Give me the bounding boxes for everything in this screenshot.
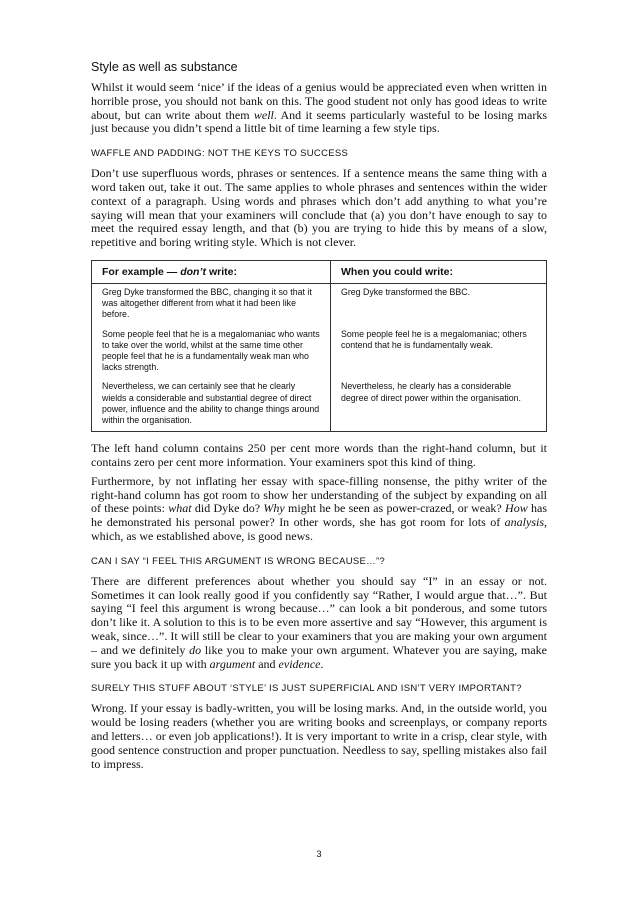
paragraph-furthermore: Furthermore, by not inflating her essay with space-filling nonsense, the pithy writer of the right-hand column has got room to show her understanding of the subject by expanding on all of these points: what did Dyke do? Why might he be seen as power-crazed, or weak? How has he demonstrated his personal power? In other words, she has got room for lots of analysis, which, as we established above, is good news. <box>91 473 548 543</box>
paragraph-intro: Whilst it would seem ‘nice’ if the ideas of a genius would be appreciated even when written in horrible prose, you should not bank on this. The good student not only has good ideas to write about, but can write about them well. And it seems particularly wasteful to be losing marks just because you didn’t spend a little bit of time learning a few style tips. <box>91 80 547 136</box>
table-cell-bad: Nevertheless, we can certainly see that he clearly wields a considerable and substantial degree of direct power, influence and the ability to change things around within the organisation. <box>92 378 331 431</box>
table-cell-good: Nevertheless, he clearly has a considerable degree of direct power within the organisation. <box>341 381 521 403</box>
paragraph-comparison: The left hand column contains 250 per cent more words than the right-hand column, but it contains zero per cent more information. Your examiners spot this kind of thing. <box>91 441 547 469</box>
example-table <box>91 260 547 432</box>
table-row <box>92 283 547 325</box>
subheading-style: SURELY THIS STUFF ABOUT ‘STYLE’ IS JUST SUPERFICIAL AND ISN’T VERY IMPORTANT? <box>91 683 522 695</box>
document-page <box>91 60 547 776</box>
table-cell-good: Greg Dyke transformed the BBC. <box>341 286 471 297</box>
table-row <box>92 326 547 379</box>
section-title: Style as well as substance <box>91 60 238 74</box>
table-header-row <box>92 260 547 283</box>
paragraph-waffle: Don’t use superfluous words, phrases or sentences. If a sentence means the same thing with a word taken out, take it out. The same applies to whole phrases and sentences within the wider context of a paragraph. Using words and phrases which don’t add anything to what you’re saying will mean that your examiners will conclude that (a) you don’t have enough to say to meet the required essay length, and that (b) you are trying to hide this by means of a slow, repetitive and boring writing style. Which is not clever. <box>91 166 547 250</box>
table-cell-bad: Some people feel that he is a megalomaniac who wants to take over the world, whilst at the same time other people feel that he is a fundamentally weak man who lacks strength. <box>92 326 331 379</box>
subheading-i-feel: CAN I SAY “I FEEL THIS ARGUMENT IS WRONG BECAUSE…”? <box>91 555 386 567</box>
header-could-write: When you could write: <box>331 260 547 283</box>
page-number: 3 <box>316 849 322 859</box>
table-row <box>92 378 547 431</box>
header-dont-write: For example — don’t write: <box>92 260 331 283</box>
paragraph-style: Wrong. If your essay is badly-written, you will be losing marks. And, in the outside world, you would be losing readers (whether you are writing books and screenplays, or company reports and letters… or even job applications!). It is very important to write in a crisp, clear style, with good sentence construction and proper punctuation. Needless to say, spelling mistakes also fail to impress. <box>91 701 547 771</box>
paragraph-i-feel: There are different preferences about whether you should say “I” in an essay or not. Sometimes it can look really good if you confidently say “Rather, I would argue that…”. But saying “I feel this argument is wrong because…” can look a bit ponderous, and some tutors don’t like it. A solution to this is to be even more assertive and say “However, this argument is weak, since…”. It will still be clear to your examiners that you are making your own argument – and we definitely do like you to make your own argument. Whatever you are saying, make sure you back it up with argument and evidence. <box>91 573 547 671</box>
table-cell-bad: Greg Dyke transformed the BBC, changing it so that it was altogether different from what it had been like before. <box>92 283 331 325</box>
table-cell-good: Some people feel he is a megalomaniac; others contend that he is fundamentally weak. <box>341 328 527 350</box>
subheading-waffle: WAFFLE AND PADDING: NOT THE KEYS TO SUCCESS <box>91 148 349 160</box>
